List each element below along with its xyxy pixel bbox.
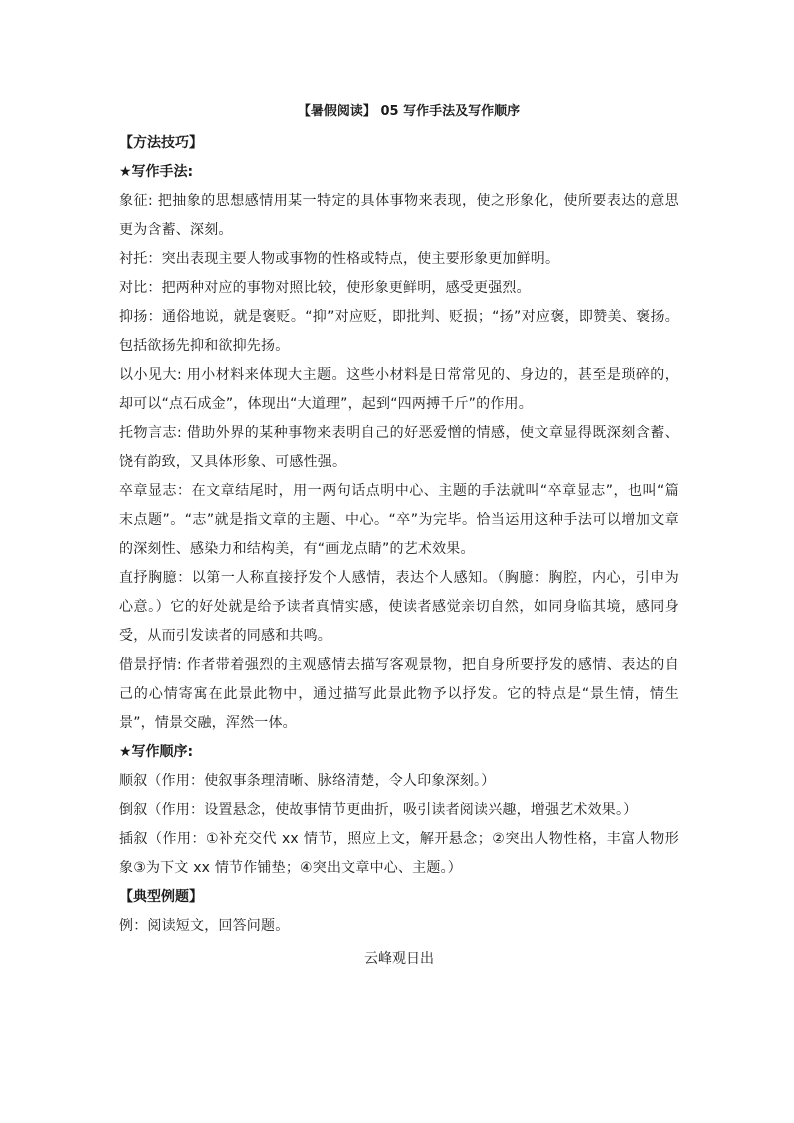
example-intro: 例：阅读短文，回答问题。 (119, 918, 290, 934)
method-section-heading: 【方法技巧】 (119, 135, 203, 151)
technique-paragraph: 抑扬：通俗地说，就是褒贬。“抑”对应贬，即批判、贬损；“扬”对应褒，即赞美、褒扬。包括欲扬先抑和欲抑先扬。 (119, 309, 679, 354)
order-heading: ★写作顺序: (119, 744, 194, 760)
technique-paragraph: 对比：把两种对应的事物对照比较，使形象更鲜明，感受更强烈。 (119, 280, 531, 296)
order-paragraph: 倒叙（作用：设置悬念，使故事情节更曲折，吸引读者阅读兴趣，增强艺术效果。） (119, 802, 638, 818)
example-section-heading: 【典型例题】 (119, 889, 203, 905)
technique-paragraph: 以小见大: 用小材料来体现大主题。这些小材料是日常常见的、身边的，甚至是琐碎的，却可以“点石成金”，体现出“大道理”，起到“四两搏千斤”的作用。 (119, 367, 679, 412)
technique-paragraph: 象征: 把抽象的思想感情用某一特定的具体事物来表现，使之形象化，使所要表达的意思更为含蓄、深刻。 (119, 193, 679, 238)
technique-paragraph: 借景抒情: 作者带着强烈的主观感情去描写客观景物，把自身所要抒发的感情、表达的自己的心情寄寓在此景此物中，通过描写此景此物予以抒发。它的特点是“景生情，情生景”，情景交融，浑然一体。 (119, 657, 679, 731)
order-paragraph: 插叙（作用：①补充交代 xx 情节，照应上文，解开悬念；②突出人物性格，丰富人物形象③为下文 xx 情节作铺垫；④突出文章中心、主题。） (119, 831, 679, 876)
technique-paragraph: 直抒胸臆：以第一人称直接抒发个人感情，表达个人感知。（胸臆：胸腔，内心，引申为心意。）它的好处就是给予读者真情实感，使读者感觉亲切自然，如同身临其境，感同身受，从而引发读者的同感和共鸣。 (119, 570, 679, 644)
technique-paragraph: 托物言志: 借助外界的某种事物来表明自己的好恶爱憎的情感，使文章显得既深刻含蓄、饶有韵致，又具体形象、可感性强。 (119, 425, 679, 470)
order-paragraph: 顺叙（作用：使叙事条理清晰、脉络清楚，令人印象深刻。） (119, 773, 496, 789)
document-body (119, 99, 679, 974)
passage-title: 云峰观日出 (364, 951, 434, 967)
technique-paragraph: 衬托：突出表现主要人物或事物的性格或特点，使主要形象更加鲜明。 (119, 251, 560, 267)
techniques-heading: ★写作手法: (119, 164, 194, 180)
document-title: 【暑假阅读】 05 写作手法及写作顺序 (297, 104, 521, 119)
technique-paragraph: 卒章显志：在文章结尾时，用一两句话点明中心、主题的手法就叫“卒章显志”，也叫“篇末点题”。“志”就是指文章的主题、中心。“卒”为完毕。恰当运用这种手法可以增加文章的深刻性、感染力和结构美，有“画龙点睛”的艺术效果。 (119, 483, 679, 557)
